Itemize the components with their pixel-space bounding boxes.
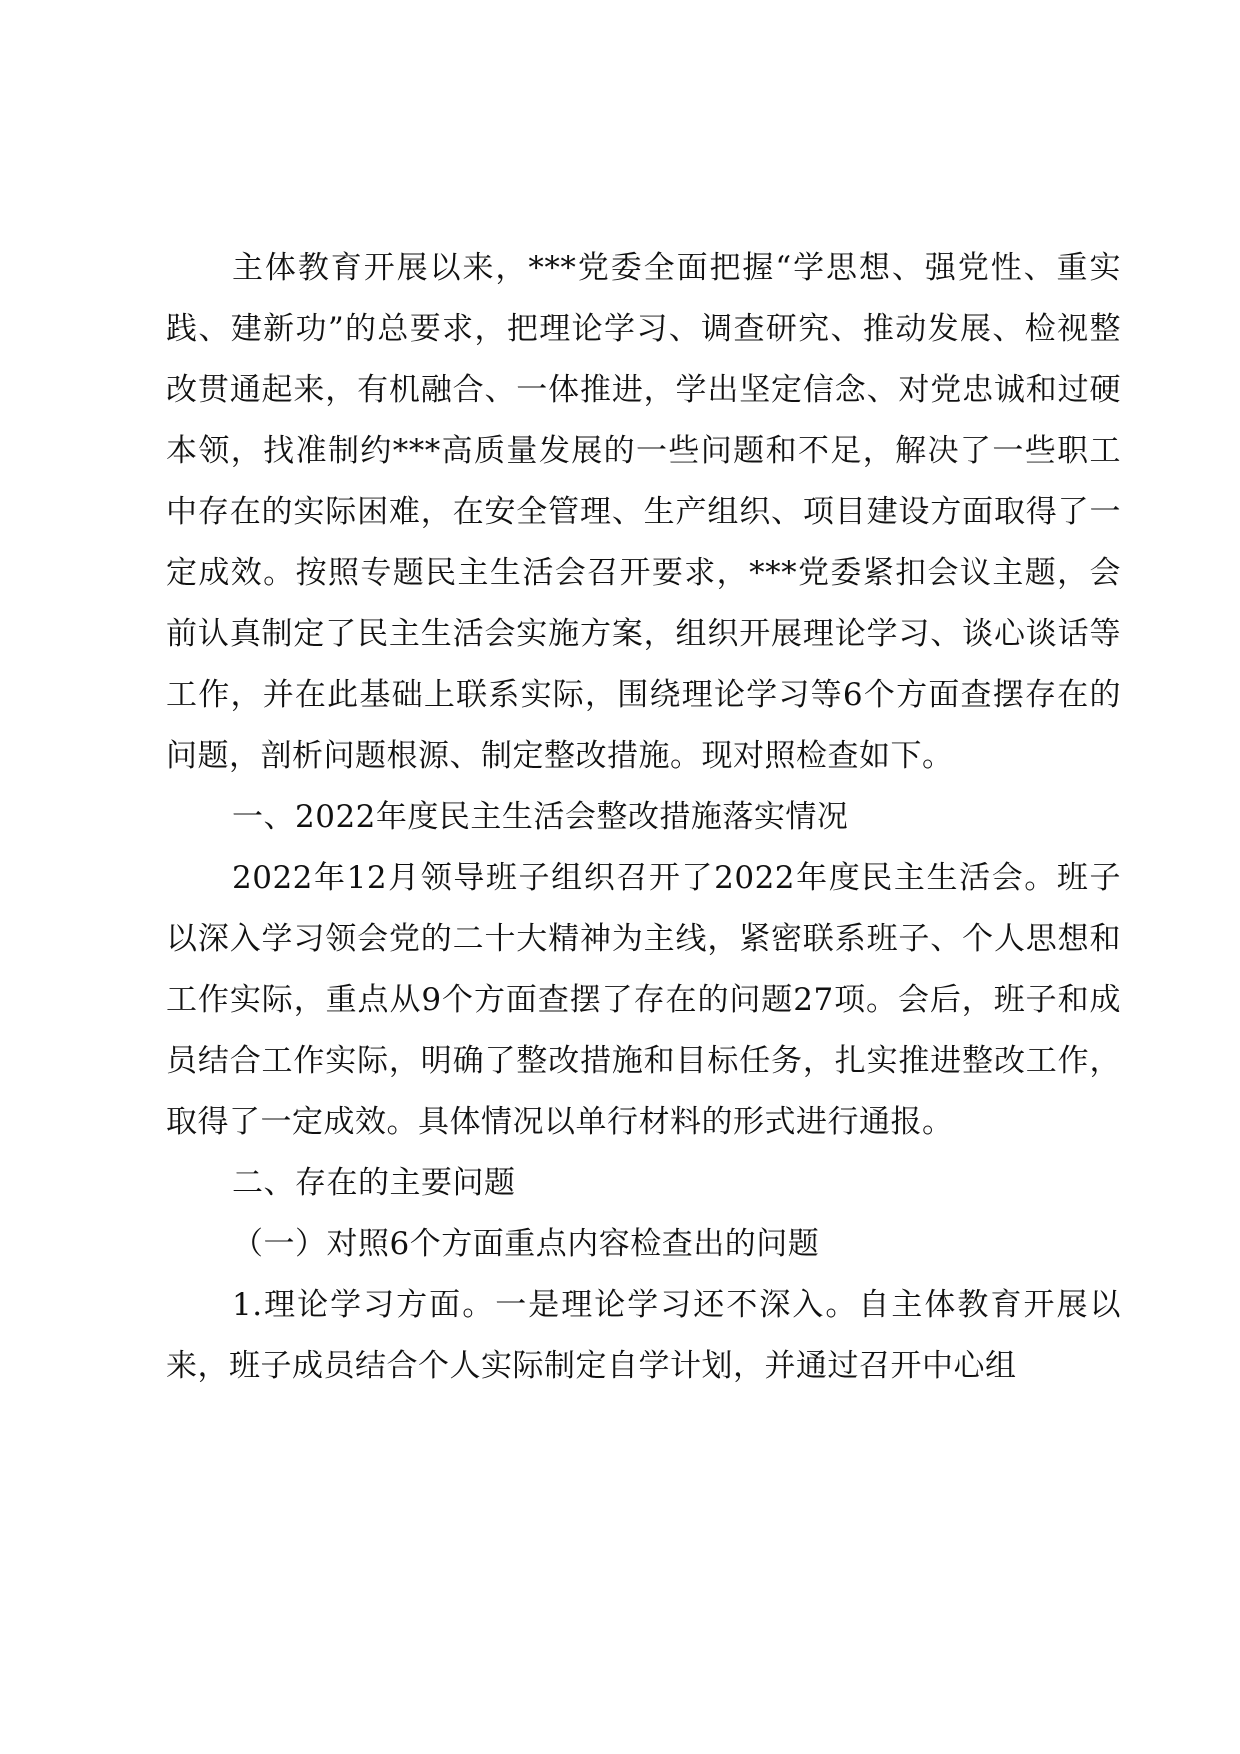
section-heading-1: 一、2022年度民主生活会整改措施落实情况 <box>232 799 849 835</box>
subsection-heading-1: （一）对照6个方面重点内容检查出的问题 <box>232 1226 820 1262</box>
intro-paragraph: 主体教育开展以来，***党委全面把握“学思想、强党性、重实践、建新功”的总要求，把理论学习、调查研究、推动发展、检视整改贯通起来，有机融合、一体推进，学出坚定信念、对党忠诚和过硬本领，找准制约***高质量发展的一些问题和不足，解决了一些职工中存在的实际困难，在安全管理、生产组织、项目建设方面取得了一定成效。按照专题民主生活会召开要求，***党委紧扣会议主题，会前认真制定了民主生活会实施方案，组织开展理论学习、谈心谈话等工作，并在此基础上联系实际，围绕理论学习等6个方面查摆存在的问题，剖析问题根源、制定整改措施。现对照检查如下。 <box>166 250 1121 774</box>
section-heading-2: 二、存在的主要问题 <box>232 1165 516 1201</box>
document-body <box>166 238 1121 1397</box>
section-1-paragraph: 2022年12月领导班子组织召开了2022年度民主生活会。班子以深入学习领会党的二十大精神为主线，紧密联系班子、个人思想和工作实际，重点从9个方面查摆了存在的问题27项。会后，班子和成员结合工作实际，明确了整改措施和目标任务，扎实推进整改工作，取得了一定成效。具体情况以单行材料的形式进行通报。 <box>166 860 1121 1140</box>
theory-study-paragraph: 1.理论学习方面。一是理论学习还不深入。自主体教育开展以来，班子成员结合个人实际制定自学计划，并通过召开中心组 <box>166 1287 1121 1384</box>
